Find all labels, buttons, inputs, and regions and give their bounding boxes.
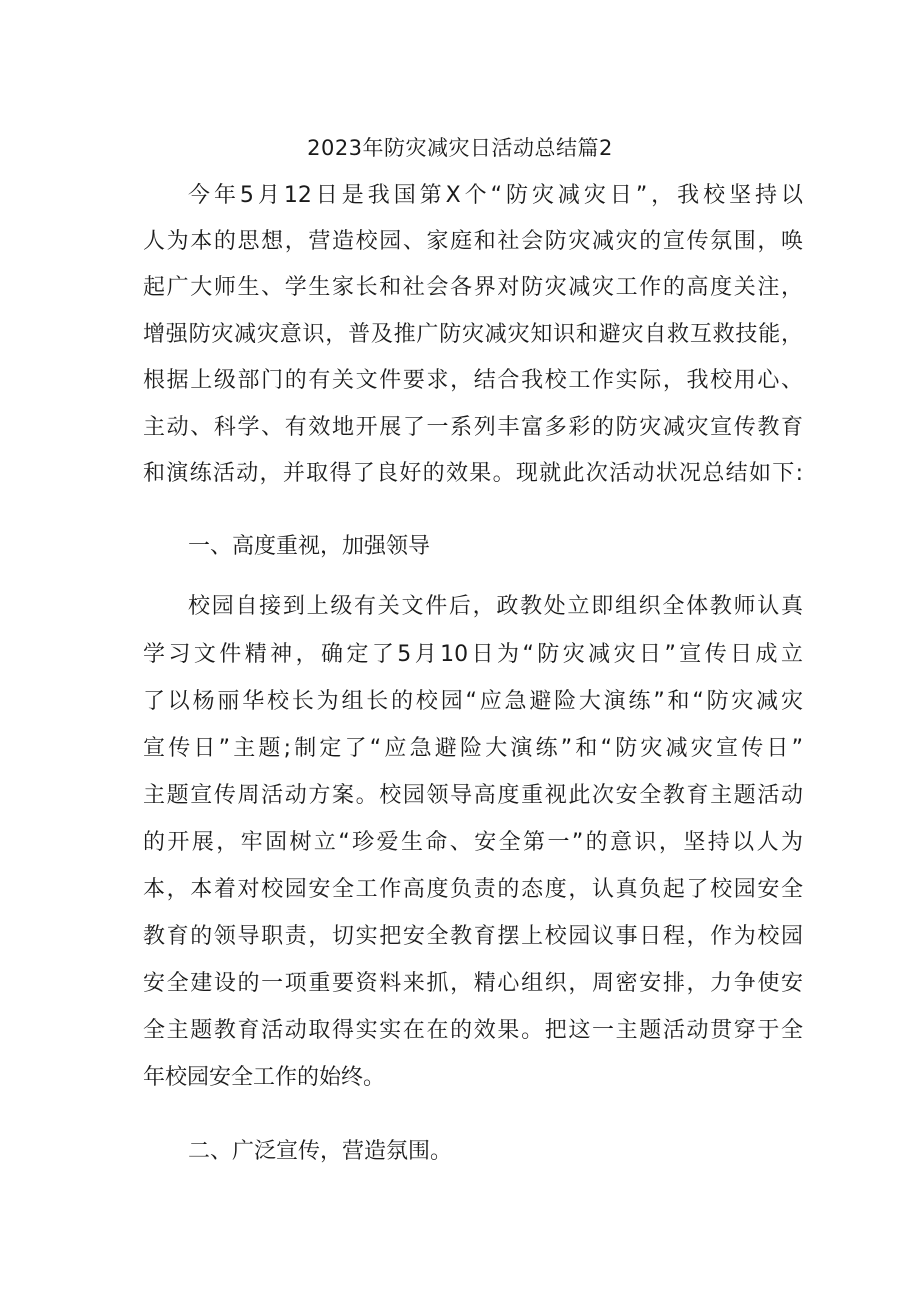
- paragraph-line: 校园自接到上级有关文件后，政教处立即组织全体教师认真: [188, 594, 803, 619]
- paragraph-line: 根据上级部门的有关文件要求，结合我校工作实际，我校用心、: [143, 368, 803, 393]
- section-heading: 二、广泛宣传，营造氛围。: [188, 1139, 453, 1164]
- paragraph-line: 人为本的思想，营造校园、家庭和社会防灾减灾的宣传氛围，唤: [143, 229, 803, 254]
- paragraph-line: 起广大师生、学生家长和社会各界对防灾减灾工作的高度关注，: [143, 275, 803, 300]
- paragraph-line: 宣传日”主题;制定了“应急避险大演练”和“防灾减灾宣传日”: [143, 736, 803, 761]
- paragraph-line: 全主题教育活动取得实实在在的效果。把这一主题活动贯穿于全: [143, 1018, 803, 1043]
- paragraph-line: 年校园安全工作的始终。: [143, 1065, 386, 1090]
- paragraph-line: 学习文件精神，确定了5月10日为“防灾减灾日”宣传日成立: [143, 642, 803, 667]
- paragraph-line: 主动、科学、有效地开展了一系列丰富多彩的防灾减灾宣传教育: [143, 415, 803, 440]
- paragraph-line: 的开展，牢固树立“珍爱生命、安全第一”的意识，坚持以人为: [143, 830, 803, 855]
- paragraph-line: 教育的领导职责，切实把安全教育摆上校园议事日程，作为校园: [143, 924, 803, 949]
- paragraph-line: 主题宣传周活动方案。校园领导高度重视此次安全教育主题活动: [143, 783, 803, 808]
- paragraph-line: 今年5月12日是我国第X个“防灾减灾日”，我校坚持以: [188, 183, 803, 208]
- document-title: 2023年防灾减灾日活动总结篇2: [307, 136, 613, 160]
- paragraph-line: 本，本着对校园安全工作高度负责的态度，认真负起了校园安全: [143, 877, 803, 902]
- paragraph-line: 安全建设的一项重要资料来抓，精心组织，周密安排，力争使安: [143, 971, 803, 996]
- section-heading: 一、高度重视，加强领导: [188, 534, 431, 559]
- paragraph-line: 和演练活动，并取得了良好的效果。现就此次活动状况总结如下:: [143, 461, 803, 486]
- paragraph-line: 增强防灾减灾意识，普及推广防灾减灾知识和避灾自救互救技能，: [143, 322, 803, 347]
- paragraph-line: 了以杨丽华校长为组长的校园“应急避险大演练”和“防灾减灾: [143, 689, 803, 714]
